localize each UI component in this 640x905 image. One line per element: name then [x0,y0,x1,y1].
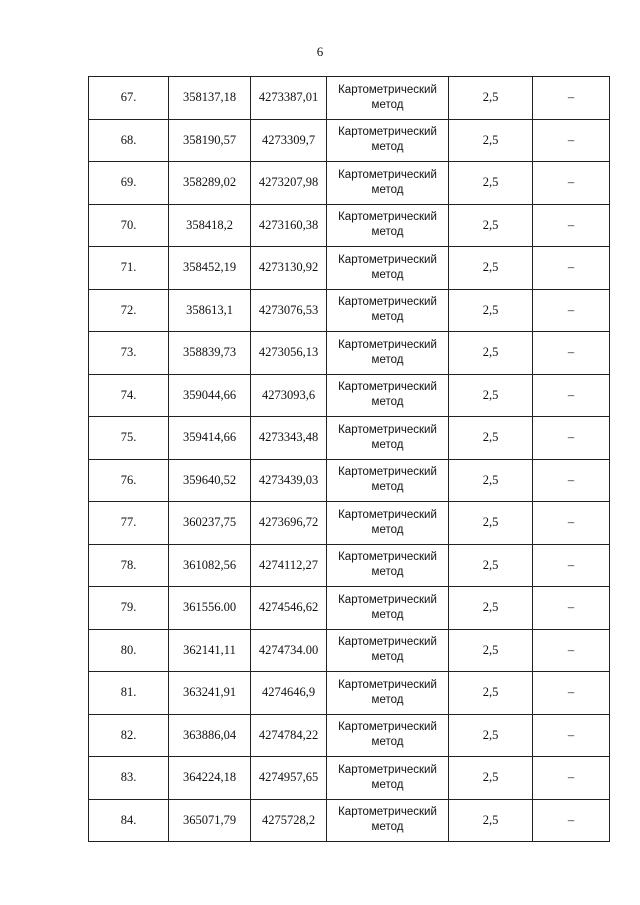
method-cell [327,629,449,672]
coordinate-x-cell: 362141,11 [169,629,251,672]
coordinate-x-cell: 359414,66 [169,417,251,460]
coordinate-x-cell: 363241,91 [169,672,251,715]
accuracy-cell: 2,5 [449,587,533,630]
coordinate-x-cell: 361082,56 [169,544,251,587]
note-cell: – [533,77,610,120]
point-number-cell: 70. [89,204,169,247]
method-line-1: Картометрический [338,721,437,734]
method-line-1: Картометрический [338,168,437,181]
point-number-cell: 78. [89,544,169,587]
method-line-1: Картометрический [338,211,437,224]
note-cell: – [533,374,610,417]
coordinate-y-cell: 4274784,22 [251,714,327,757]
coordinate-x-cell: 358613,1 [169,289,251,332]
coordinate-x-cell: 358190,57 [169,119,251,162]
note-cell: – [533,162,610,205]
method-line-2: метод [371,141,404,154]
method-cell [327,672,449,715]
note-cell: – [533,629,610,672]
accuracy-cell: 2,5 [449,672,533,715]
method-cell [327,502,449,545]
accuracy-cell: 2,5 [449,247,533,290]
method-cell [327,374,449,417]
coordinate-y-cell: 4273160,38 [251,204,327,247]
method-line-2: метод [371,183,404,196]
point-number-cell: 74. [89,374,169,417]
method-line-1: Картометрический [338,296,437,309]
point-number-cell: 77. [89,502,169,545]
accuracy-cell: 2,5 [449,119,533,162]
table-row [89,672,610,715]
method-line-2: метод [371,98,404,111]
method-line-2: метод [371,651,404,664]
coordinate-y-cell: 4274957,65 [251,757,327,800]
method-cell [327,162,449,205]
table-row [89,587,610,630]
point-number-cell: 80. [89,629,169,672]
point-number-cell: 73. [89,332,169,375]
method-line-1: Картометрический [338,636,437,649]
coordinate-y-cell: 4273309,7 [251,119,327,162]
coordinates-table [88,76,610,842]
method-cell [327,714,449,757]
accuracy-cell: 2,5 [449,374,533,417]
method-cell [327,247,449,290]
method-cell [327,332,449,375]
method-line-2: метод [371,736,404,749]
coordinate-x-cell: 358418,2 [169,204,251,247]
coordinate-y-cell: 4273343,48 [251,417,327,460]
coordinate-y-cell: 4273387,01 [251,77,327,120]
point-number-cell: 69. [89,162,169,205]
note-cell: – [533,204,610,247]
method-line-1: Картометрический [338,551,437,564]
coordinate-x-cell: 359640,52 [169,459,251,502]
coordinate-y-cell: 4273130,92 [251,247,327,290]
note-cell: – [533,332,610,375]
point-number-cell: 82. [89,714,169,757]
method-line-1: Картометрический [338,508,437,521]
page-number: 6 [316,44,324,59]
method-line-2: метод [371,566,404,579]
table-row [89,417,610,460]
table-row [89,247,610,290]
coordinate-x-cell: 361556.00 [169,587,251,630]
accuracy-cell: 2,5 [449,544,533,587]
method-cell [327,544,449,587]
coordinate-x-cell: 359044,66 [169,374,251,417]
coordinate-y-cell: 4274112,27 [251,544,327,587]
method-line-2: метод [371,396,404,409]
method-cell [327,289,449,332]
method-cell [327,417,449,460]
table-row [89,544,610,587]
method-line-1: Картометрический [338,381,437,394]
method-line-1: Картометрический [338,423,437,436]
table-row [89,204,610,247]
accuracy-cell: 2,5 [449,77,533,120]
table-row [89,714,610,757]
point-number-cell: 76. [89,459,169,502]
accuracy-cell: 2,5 [449,162,533,205]
point-number-cell: 71. [89,247,169,290]
point-number-cell: 72. [89,289,169,332]
coordinate-y-cell: 4273076,53 [251,289,327,332]
method-cell [327,799,449,842]
method-line-1: Картометрический [338,678,437,691]
coordinate-y-cell: 4274734.00 [251,629,327,672]
method-line-1: Картометрический [338,806,437,819]
note-cell: – [533,289,610,332]
coordinate-x-cell: 358839,73 [169,332,251,375]
coordinate-x-cell: 360237,75 [169,502,251,545]
coordinate-x-cell: 358452,19 [169,247,251,290]
method-line-1: Картометрический [338,593,437,606]
table-row [89,119,610,162]
coordinate-x-cell: 365071,79 [169,799,251,842]
note-cell: – [533,544,610,587]
point-number-cell: 81. [89,672,169,715]
method-line-2: метод [371,481,404,494]
method-line-1: Картометрический [338,466,437,479]
method-cell [327,459,449,502]
coordinate-y-cell: 4275728,2 [251,799,327,842]
method-line-1: Картометрический [338,338,437,351]
method-line-1: Картометрический [338,83,437,96]
table-row [89,629,610,672]
table-row [89,757,610,800]
coordinate-x-cell: 364224,18 [169,757,251,800]
coordinate-y-cell: 4273207,98 [251,162,327,205]
coordinate-y-cell: 4273696,72 [251,502,327,545]
note-cell: – [533,459,610,502]
coordinate-y-cell: 4273056,13 [251,332,327,375]
coordinate-y-cell: 4273093,6 [251,374,327,417]
table-row [89,459,610,502]
accuracy-cell: 2,5 [449,204,533,247]
accuracy-cell: 2,5 [449,417,533,460]
coordinate-y-cell: 4274546,62 [251,587,327,630]
method-cell [327,587,449,630]
coordinate-x-cell: 363886,04 [169,714,251,757]
method-cell [327,119,449,162]
point-number-cell: 68. [89,119,169,162]
note-cell: – [533,119,610,162]
accuracy-cell: 2,5 [449,629,533,672]
method-line-2: метод [371,693,404,706]
note-cell: – [533,672,610,715]
accuracy-cell: 2,5 [449,332,533,375]
method-cell [327,204,449,247]
method-cell [327,757,449,800]
accuracy-cell: 2,5 [449,459,533,502]
point-number-cell: 84. [89,799,169,842]
point-number-cell: 79. [89,587,169,630]
note-cell: – [533,247,610,290]
point-number-cell: 83. [89,757,169,800]
accuracy-cell: 2,5 [449,799,533,842]
note-cell: – [533,757,610,800]
method-line-2: метод [371,226,404,239]
method-line-2: метод [371,821,404,834]
table-row [89,289,610,332]
accuracy-cell: 2,5 [449,502,533,545]
coordinate-x-cell: 358289,02 [169,162,251,205]
coordinate-y-cell: 4273439,03 [251,459,327,502]
method-line-1: Картометрический [338,763,437,776]
method-cell [327,77,449,120]
method-line-2: метод [371,523,404,536]
method-line-2: метод [371,268,404,281]
note-cell: – [533,799,610,842]
method-line-2: метод [371,311,404,324]
table-row [89,799,610,842]
accuracy-cell: 2,5 [449,289,533,332]
table-row [89,502,610,545]
method-line-1: Картометрический [338,126,437,139]
accuracy-cell: 2,5 [449,714,533,757]
table-row [89,77,610,120]
point-number-cell: 67. [89,77,169,120]
note-cell: – [533,417,610,460]
note-cell: – [533,714,610,757]
table-row [89,332,610,375]
point-number-cell: 75. [89,417,169,460]
method-line-2: метод [371,608,404,621]
note-cell: – [533,587,610,630]
note-cell: – [533,502,610,545]
accuracy-cell: 2,5 [449,757,533,800]
coordinates-table-body [89,77,610,842]
method-line-1: Картометрический [338,253,437,266]
coordinate-y-cell: 4274646,9 [251,672,327,715]
table-row [89,374,610,417]
method-line-2: метод [371,778,404,791]
method-line-2: метод [371,438,404,451]
method-line-2: метод [371,353,404,366]
table-row [89,162,610,205]
coordinate-x-cell: 358137,18 [169,77,251,120]
